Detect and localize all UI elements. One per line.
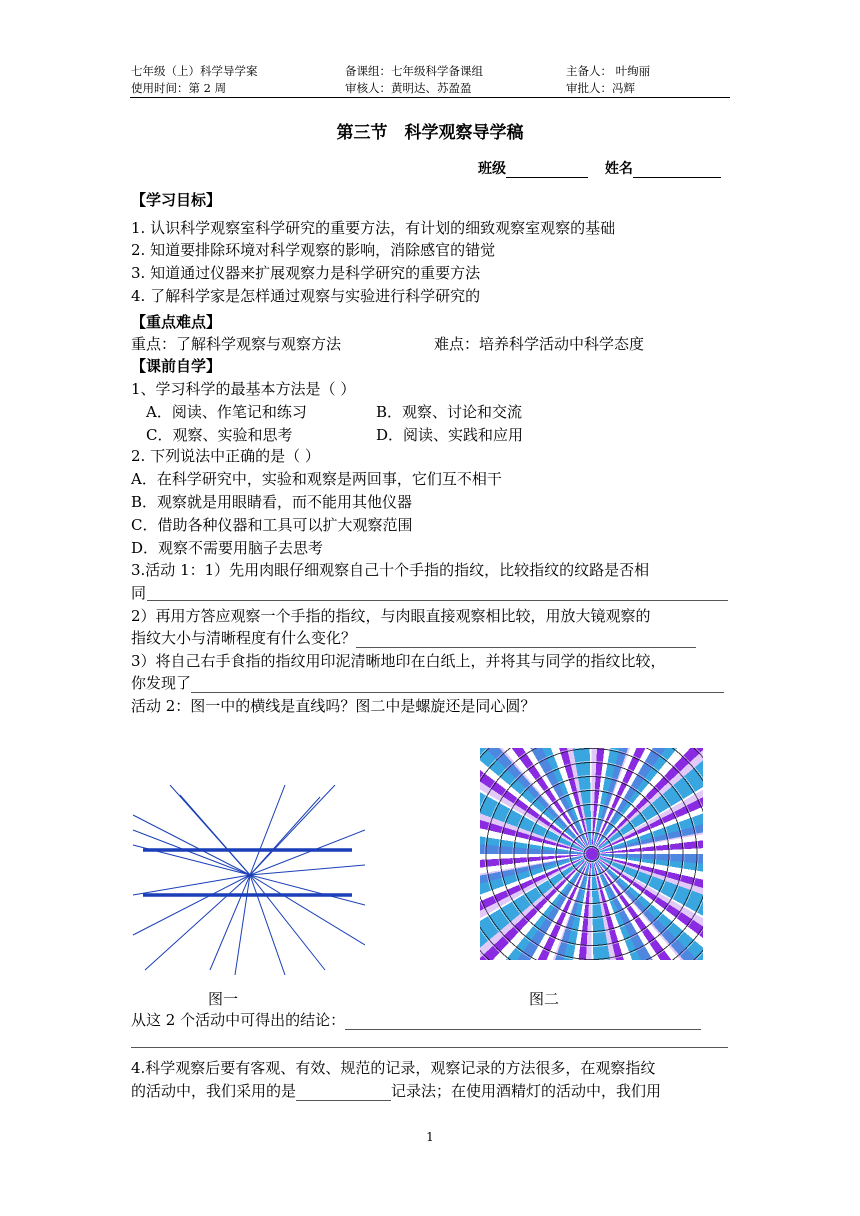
figure-spiral-illusion bbox=[480, 748, 703, 960]
ray-line bbox=[250, 865, 365, 875]
ray-line bbox=[250, 875, 285, 975]
figure1-caption: 图一 bbox=[208, 990, 239, 1008]
q2-option: D．观察不需要用脑子去思考 bbox=[131, 539, 324, 557]
name-label: 姓名 bbox=[604, 161, 633, 177]
class-blank[interactable] bbox=[506, 163, 588, 178]
key-difficulty: 难点：培养科学活动中科学态度 bbox=[434, 335, 645, 353]
ray-line bbox=[250, 875, 325, 970]
goal-item: 4. 了解科学家是怎样通过观察与实验进行科学研究的 bbox=[131, 287, 481, 305]
ray-line bbox=[133, 875, 250, 895]
q2-option: A．在科学研究中，实验和观察是两回事，它们互不相干 bbox=[131, 470, 502, 488]
header-group: 备课组：七年级科学备课组 bbox=[345, 64, 483, 78]
header-reviewer: 审核人：黄明达、苏盈盈 bbox=[345, 81, 472, 95]
activity1-line bbox=[131, 673, 724, 693]
activity1-line bbox=[131, 628, 696, 648]
activity1-find: 你发现了 bbox=[131, 674, 192, 692]
q1-option-a: A．阅读、作笔记和练习 bbox=[146, 403, 307, 421]
class-name-row bbox=[478, 158, 721, 178]
class-label: 班级 bbox=[478, 161, 506, 177]
activity1-line: 3.活动 1：1）先用肉眼仔细观察自己十个手指的指纹，比较指纹的纹路是否相 bbox=[131, 561, 650, 579]
conclusion-line bbox=[131, 1010, 701, 1030]
ray-line bbox=[210, 875, 250, 970]
activity2-question: 活动 2：图一中的横线是直线吗？图二中是螺旋还是同心圆？ bbox=[131, 697, 536, 715]
header-divider bbox=[130, 97, 730, 98]
conclusion-label: 从这 2 个活动中可得出的结论： bbox=[131, 1011, 346, 1029]
header-preparer: 主备人： 叶绚丽 bbox=[566, 64, 651, 78]
q2-option: C．借助各种仪器和工具可以扩大观察范围 bbox=[131, 516, 413, 534]
goal-item: 2. 知道要排除环境对科学观察的影响，消除感官的错觉 bbox=[131, 241, 496, 259]
q4-line bbox=[131, 1081, 661, 1101]
goal-item: 1. 认识科学观察室科学研究的重要方法，有计划的细致观察室观察的基础 bbox=[131, 219, 616, 237]
ray-line bbox=[250, 785, 285, 875]
answer-line[interactable] bbox=[147, 600, 728, 601]
q1-option-c: C．观察、实验和思考 bbox=[146, 426, 293, 444]
ray-line bbox=[235, 875, 250, 975]
ray-line bbox=[250, 797, 320, 875]
ray-line bbox=[250, 875, 365, 905]
q4-text-b: 记录法；在使用酒精灯的活动中，我们用 bbox=[391, 1082, 662, 1100]
activity1-question: 指纹大小与清晰程度有什么变化？ bbox=[131, 629, 357, 647]
section-key: 【重点难点】 bbox=[131, 313, 222, 331]
goal-item: 3. 知道通过仪器来扩展观察力是科学研究的重要方法 bbox=[131, 264, 481, 282]
ray-line bbox=[180, 795, 250, 875]
activity1-line: 3）将自己右手食指的指纹用印泥清晰地印在白纸上，并将其与同学的指纹比较， bbox=[131, 652, 666, 670]
q1-option-d: D．阅读、实践和应用 bbox=[376, 426, 524, 444]
ray-line bbox=[145, 875, 250, 970]
answer-blank[interactable] bbox=[356, 646, 696, 648]
figure2-caption: 图二 bbox=[529, 990, 560, 1008]
answer-blank[interactable] bbox=[191, 691, 724, 693]
q4-text-a: 的活动中，我们采用的是 bbox=[131, 1082, 297, 1100]
figure-hering-illusion bbox=[125, 785, 365, 975]
header-course: 七年级（上）科学导学案 bbox=[131, 64, 258, 78]
key-focus: 重点：了解科学观察与观察方法 bbox=[131, 335, 342, 353]
q1-option-b: B．观察、讨论和交流 bbox=[376, 403, 523, 421]
activity1-line: 2）再用方答应观察一个手指的指纹，与肉眼直接观察相比较，用放大镜观察的 bbox=[131, 607, 651, 625]
q2-option: B．观察就是用眼睛看，而不能用其他仪器 bbox=[131, 493, 413, 511]
page-number: 1 bbox=[426, 1130, 434, 1144]
header-approver: 审批人：冯辉 bbox=[566, 81, 635, 95]
answer-blank[interactable] bbox=[345, 1028, 701, 1030]
answer-blank[interactable] bbox=[296, 1099, 391, 1101]
section-pre-study: 【课前自学】 bbox=[131, 357, 222, 375]
name-blank[interactable] bbox=[633, 163, 721, 178]
ray-line bbox=[250, 875, 365, 945]
section-goals: 【学习目标】 bbox=[131, 191, 222, 209]
activity1-line: 同 bbox=[131, 584, 147, 602]
q2-stem: 2. 下列说法中正确的是（ ） bbox=[131, 447, 320, 465]
ray-line bbox=[133, 815, 250, 875]
q1-stem: 1、学习科学的最基本方法是（ ） bbox=[131, 380, 356, 398]
answer-line[interactable] bbox=[131, 1047, 728, 1048]
q4-line: 4.科学观察后要有客观、有效、规范的记录，观察记录的方法很多，在观察指纹 bbox=[131, 1059, 656, 1077]
page-title: 第三节 科学观察导学稿 bbox=[336, 123, 524, 143]
ray-line bbox=[133, 830, 250, 875]
ray-line bbox=[133, 875, 250, 935]
header-week: 使用时间：第 2 周 bbox=[131, 81, 227, 95]
ray-line bbox=[250, 830, 365, 875]
